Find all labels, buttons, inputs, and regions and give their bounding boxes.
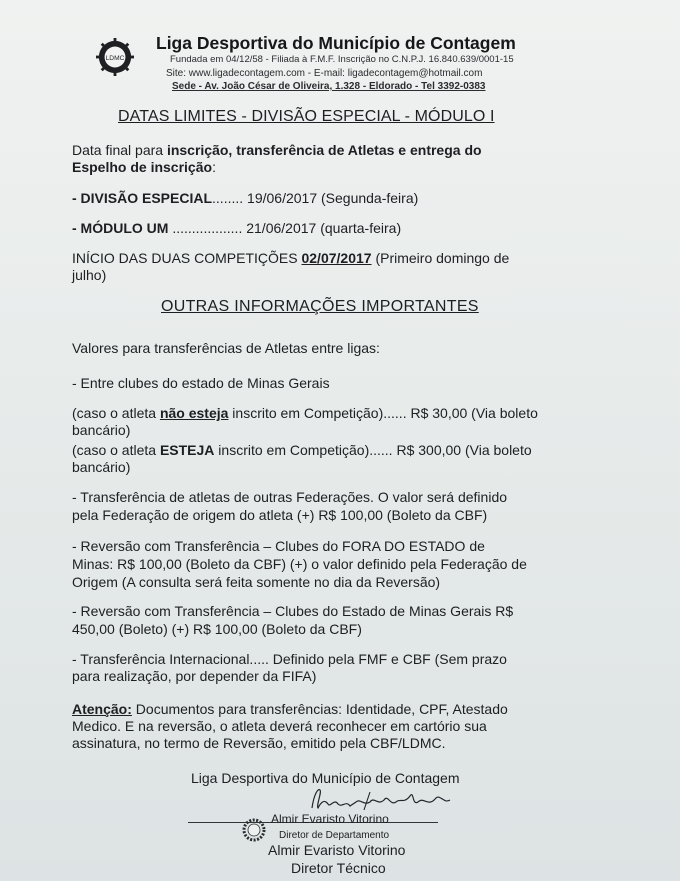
deadline-label: - MÓDULO UM bbox=[72, 220, 169, 236]
case-not-registered bbox=[72, 405, 538, 422]
reversal-mg-line-2: 450,00 (Boleto) (+) R$ 100,00 (Boleto da CBF) bbox=[72, 621, 362, 637]
federations-line-2: pela Federação de origem do atleta (+) R$ 100,00 (Boleto da CBF) bbox=[72, 507, 488, 523]
case-emphasis: não esteja bbox=[159, 405, 229, 421]
deadline-value: 19/06/2017 (Segunda-feira) bbox=[243, 190, 419, 206]
attention-label: Atenção: bbox=[72, 701, 132, 717]
values-intro: Valores para transferências de Atletas entre ligas: bbox=[72, 340, 380, 356]
document-title: DATAS LIMITES - DIVISÃO ESPECIAL - MÓDULO I bbox=[118, 108, 495, 125]
federations-line-1: - Transferência de atletas de outras Federações. O valor será definido bbox=[72, 489, 508, 505]
deadline-label: - DIVISÃO ESPECIAL bbox=[72, 190, 213, 206]
start-line-1 bbox=[72, 250, 509, 267]
reversal-out-line-1: - Reversão com Transferência – Clubes do FORA DO ESTADO de bbox=[72, 538, 485, 554]
case-registered bbox=[72, 442, 532, 459]
case-suffix: inscrito em Competição)...... R$ 300,00 (Via boleto bbox=[214, 442, 532, 458]
international-line-1: - Transferência Internacional..... Definido pela FMF e CBF (Sem prazo bbox=[72, 651, 507, 667]
stamp-role: Diretor de Departamento bbox=[279, 830, 390, 841]
case-not-registered-line-2: bancário) bbox=[72, 422, 131, 438]
mg-clubs-item: - Entre clubes do estado de Minas Gerais bbox=[72, 375, 330, 391]
intro-line-2 bbox=[72, 159, 216, 176]
signature-org: Liga Desportiva do Município de Contagem bbox=[191, 770, 460, 786]
org-name: Liga Desportiva do Município de Contagem bbox=[156, 33, 516, 53]
attention-line-2: Medico. E na reversão, o atleta deverá reconhecer em cartório sua bbox=[72, 718, 487, 734]
founding-info: Fundada em 04/12/58 - Filiada à F.M.F. Inscrição no C.N.P.J. 16.840.639/0001-15 bbox=[170, 54, 514, 65]
reversal-mg-line-1: - Reversão com Transferência – Clubes do Estado de Minas Gerais R$ bbox=[72, 603, 514, 619]
stamp-name: Almir Evaristo Vitorino bbox=[271, 812, 389, 826]
contact-info: Site: www.ligadecontagem.com - E-mail: ligadecontagem@hotmail.com bbox=[166, 68, 483, 79]
intro-suffix: : bbox=[212, 159, 216, 175]
case-prefix: (caso o atleta bbox=[72, 405, 160, 421]
deadline-dots: .................. bbox=[168, 220, 243, 236]
stamp-logo-icon bbox=[242, 818, 266, 842]
deadline-especial bbox=[72, 190, 418, 207]
case-registered-line-2: bancário) bbox=[72, 459, 131, 475]
intro-prefix: Data final para bbox=[72, 142, 167, 158]
start-suffix: (Primeiro domingo de bbox=[371, 250, 510, 266]
deadline-modulo-um bbox=[72, 220, 401, 237]
case-emphasis: ESTEJA bbox=[159, 442, 215, 458]
intro-line-1 bbox=[72, 142, 482, 159]
case-suffix: inscrito em Competição)...... R$ 30,00 (Via boleto bbox=[228, 405, 538, 421]
attention-line-3: assinatura, no termo de Reversão, emitido pela CBF/LDMC. bbox=[72, 735, 446, 751]
deadline-dots: ........ bbox=[212, 190, 244, 206]
international-line-2: para realização, por depender da FIFA) bbox=[72, 668, 317, 684]
deadline-value: 21/06/2017 (quarta-feira) bbox=[242, 220, 402, 236]
reversal-out-line-3: Origem (A consulta será feita somente no dia da Reversão) bbox=[72, 574, 441, 590]
logo-text: LDMC bbox=[105, 54, 125, 62]
start-date: 02/07/2017 bbox=[301, 250, 372, 266]
address-info: Sede - Av. João César de Oliveira, 1.328 - Eldorado - Tel 3392-0383 bbox=[172, 81, 486, 92]
intro-bold-1: inscrição, transferência de Atletas e entrega do bbox=[166, 142, 482, 158]
handwritten-signature-icon bbox=[300, 784, 460, 814]
attention-line-1 bbox=[72, 701, 508, 718]
case-prefix: (caso o atleta bbox=[72, 442, 160, 458]
section-title: OUTRAS INFORMAÇÕES IMPORTANTES bbox=[161, 298, 479, 315]
signatory-name: Almir Evaristo Vitorino bbox=[268, 842, 406, 858]
start-prefix: INÍCIO DAS DUAS COMPETIÇÕES bbox=[72, 250, 302, 266]
ldmc-logo-icon bbox=[96, 38, 134, 76]
signatory-role: Diretor Técnico bbox=[291, 860, 386, 876]
intro-bold-2: Espelho de inscrição bbox=[72, 159, 213, 175]
attention-text: Documentos para transferências: Identidade, CPF, Atestado bbox=[131, 701, 508, 717]
start-line-2: julho) bbox=[72, 267, 107, 283]
reversal-out-line-2: Minas: R$ 100,00 (Boleto da CBF) (+) o valor definido pela Federação de bbox=[72, 556, 527, 572]
